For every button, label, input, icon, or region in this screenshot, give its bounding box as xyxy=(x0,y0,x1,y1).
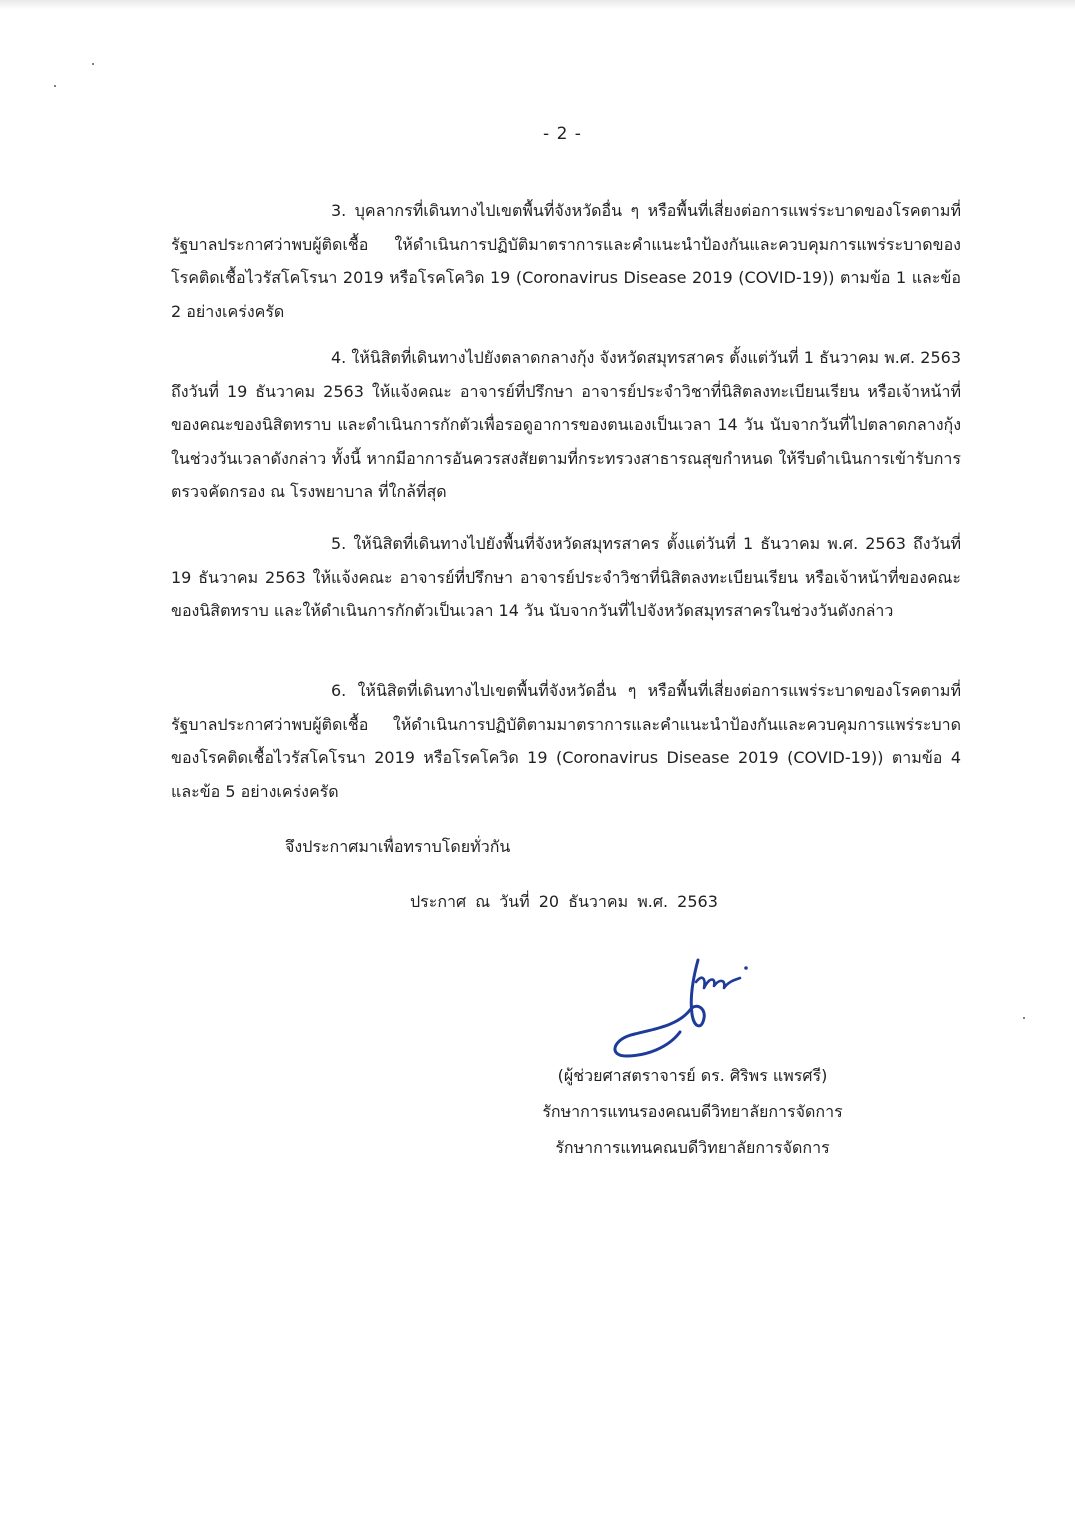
scan-edge-shadow xyxy=(0,0,1075,10)
signer-position-2: รักษาการแทนคณบดีวิทยาลัยการจัดการ xyxy=(555,1138,830,1157)
scan-speck xyxy=(92,63,94,65)
scan-speck xyxy=(1023,1017,1025,1019)
paragraph-text: 3. บุคลากรที่เดินทางไปเขตพื้นที่จังหวัดอื่น ๆ หรือพื้นที่เสี่ยงต่อการแพร่ระบาดของโรคตามที่รัฐบาลประกาศว่าพบผู้ติดเชื้อ ให้ดำเนินการปฏิบัติมาตราการและคำแนะนำป้องกันและควบคุมการแพร่ระบาดของโรคติดเชื้อไวรัสโคโรนา 2019 หรือโรคโควิด 19 (Coronavirus Disease 2019 (COVID-19)) ตามข้อ 1 และข้อ 2 อย่างเคร่งครัด xyxy=(171,201,961,321)
paragraph-item-5 xyxy=(171,527,961,628)
page-number: - 2 - xyxy=(543,124,582,144)
announcement-date: ประกาศ ณ วันที่ 20 ธันวาคม พ.ศ. 2563 xyxy=(410,892,718,911)
paragraph-text: 4. ให้นิสิตที่เดินทางไปยังตลาดกลางกุ้ง จังหวัดสมุทรสาคร ตั้งแต่วันที่ 1 ธันวาคม พ.ศ. 2563 ถึงวันที่ 19 ธันวาคม 2563 ให้แจ้งคณะ อาจารย์ที่ปรึกษา อาจารย์ประจำวิชาที่นิสิตลงทะเบียนเรียน หรือเจ้าหน้าที่ของคณะของนิสิตทราบ และดำเนินการกักตัวเพื่อรอดูอาการของตนเองเป็นเวลา 14 วัน นับจากวันที่ไปตลาดกลางกุ้งในช่วงวันเวลาดังกล่าว ทั้งนี้ หากมีอาการอันควรสงสัยตามที่กระทรวงสาธารณสุขกำหนด ให้รีบดำเนินการเข้ารับการตรวจคัดกรอง ณ โรงพยาบาล ที่ใกล้ที่สุด xyxy=(171,348,961,501)
paragraph-item-4 xyxy=(171,341,961,509)
handwritten-signature xyxy=(606,952,756,1064)
signer-position-1: รักษาการแทนรองคณบดีวิทยาลัยการจัดการ xyxy=(542,1102,843,1121)
closing-statement: จึงประกาศมาเพื่อทราบโดยทั่วกัน xyxy=(285,837,511,856)
signer-name: (ผู้ช่วยศาสตราจารย์ ดร. ศิริพร แพรศรี) xyxy=(557,1066,828,1085)
paragraph-text: 5. ให้นิสิตที่เดินทางไปยังพื้นที่จังหวัดสมุทรสาคร ตั้งแต่วันที่ 1 ธันวาคม พ.ศ. 2563 ถึงวันที่ 19 ธันวาคม 2563 ให้แจ้งคณะ อาจารย์ที่ปรึกษา อาจารย์ประจำวิชาที่นิสิตลงทะเบียนเรียน หรือเจ้าหน้าที่ของคณะของนิสิตทราบ และให้ดำเนินการกักตัวเป็นเวลา 14 วัน นับจากวันที่ไปจังหวัดสมุทรสาครในช่วงวันดังกล่าว xyxy=(171,534,961,620)
scan-speck xyxy=(54,85,56,87)
paragraph-item-3 xyxy=(171,194,961,328)
paragraph-item-6 xyxy=(171,674,961,808)
paragraph-text: 6. ให้นิสิตที่เดินทางไปเขตพื้นที่จังหวัดอื่น ๆ หรือพื้นที่เสี่ยงต่อการแพร่ระบาดของโรคตามที่รัฐบาลประกาศว่าพบผู้ติดเชื้อ ให้ดำเนินการปฏิบัติตามมาตราการและคำแนะนำป้องกันและควบคุมการแพร่ระบาดของโรคติดเชื้อไวรัสโคโรนา 2019 หรือโรคโควิด 19 (Coronavirus Disease 2019 (COVID-19)) ตามข้อ 4 และข้อ 5 อย่างเคร่งครัด xyxy=(171,681,961,801)
